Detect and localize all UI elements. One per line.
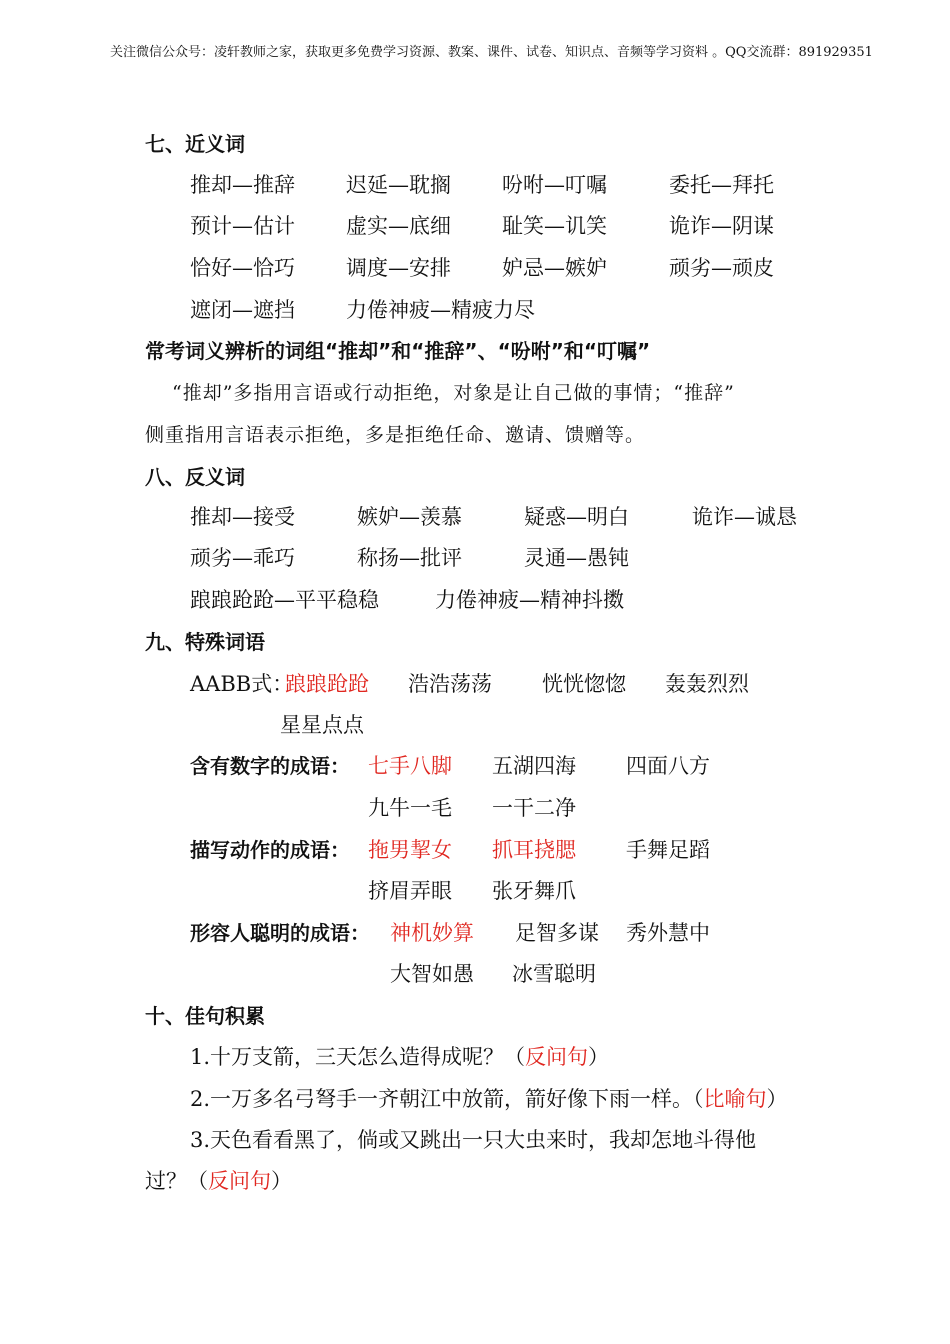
antonym-pair: 疑惑—明白	[524, 505, 629, 529]
aabb-item: 星星点点	[280, 713, 364, 737]
action-idioms-label: 描写动作的成语：	[190, 838, 350, 862]
antonym-pair: 力倦神疲—精神抖擞	[435, 588, 624, 612]
aabb-item: 浩浩荡荡	[408, 672, 492, 696]
paren-close: ）	[766, 1087, 788, 1111]
discrimination-title: 常考词义辨析的词组“推却”和“推辞”、“吩咐”和“叮嘱”	[145, 339, 651, 363]
paren-open: （	[693, 1087, 704, 1111]
page-header: 关注微信公众号：凌轩教师之家，获取更多免费学习资源、教案、课件、试卷、知识点、音频等学习资料 。QQ交流群：891929351	[110, 45, 873, 60]
sentence-2	[190, 1083, 788, 1113]
discrimination-text: 侧重指用言语表示拒绝，多是拒绝任命、邀请、馈赠等。	[145, 424, 646, 446]
sentence-1	[190, 1041, 609, 1071]
synonym-pair: 力倦神疲—精疲力尽	[346, 298, 535, 322]
antonym-pair: 称扬—批评	[357, 546, 462, 570]
paren-close: ）	[588, 1045, 610, 1069]
aabb-label: AABB式：	[190, 672, 294, 696]
antonym-pair: 顽劣—乖巧	[190, 546, 295, 570]
synonym-pair: 预计—估计	[190, 214, 295, 238]
synonym-pair: 推却—推辞	[190, 173, 295, 197]
smart-idiom: 秀外慧中	[626, 921, 710, 945]
antonym-pair: 踉踉跄跄—平平稳稳	[190, 588, 379, 612]
smart-idiom: 足智多谋	[515, 921, 599, 945]
antonym-pair: 推却—接受	[190, 505, 295, 529]
synonym-pair: 恰好—恰巧	[190, 256, 295, 280]
synonym-pair: 吩咐—叮嘱	[502, 173, 607, 197]
sentence-text: 2.一万多名弓弩手一齐朝江中放箭，箭好像下雨一样。	[190, 1087, 694, 1111]
antonym-pair: 诡诈—诚恳	[692, 505, 797, 529]
sentence-type-tag: 反问句	[208, 1169, 271, 1193]
synonym-pair: 调度—安排	[346, 256, 451, 280]
smart-idiom: 大智如愚	[390, 962, 474, 986]
number-idioms-label: 含有数字的成语：	[190, 754, 350, 778]
section-8-title: 八、反义词	[145, 465, 245, 489]
sentence-3-cont	[145, 1165, 292, 1195]
antonym-pair: 嫉妒—羡慕	[357, 505, 462, 529]
action-idioms-highlight: 拖男挈女	[368, 838, 452, 862]
number-idiom: 九牛一毛	[368, 796, 452, 820]
smart-idioms-highlight: 神机妙算	[390, 921, 474, 945]
number-idiom: 五湖四海	[492, 754, 576, 778]
number-idioms-highlight: 七手八脚	[368, 754, 452, 778]
sentence-type-tag: 反问句	[525, 1045, 589, 1069]
sentence-text: 1.十万支箭，三天怎么造得成呢？	[190, 1045, 505, 1069]
aabb-item: 恍恍惚惚	[542, 672, 626, 696]
action-idioms-highlight: 抓耳挠腮	[492, 838, 576, 862]
aabb-item: 轰轰烈烈	[665, 672, 749, 696]
synonym-pair: 诡诈—阴谋	[669, 214, 774, 238]
action-idiom: 张牙舞爪	[492, 879, 576, 903]
aabb-highlight: 踉踉跄跄	[285, 672, 369, 696]
number-idiom: 一干二净	[492, 796, 576, 820]
smart-idiom: 冰雪聪明	[512, 962, 596, 986]
synonym-pair: 遮闭—遮挡	[190, 298, 295, 322]
number-idiom: 四面八方	[626, 754, 710, 778]
paren-close: ）	[271, 1169, 292, 1193]
synonym-pair: 顽劣—顽皮	[669, 256, 774, 280]
sentence-type-tag: 比喻句	[703, 1087, 767, 1111]
section-9-title: 九、特殊词语	[145, 630, 265, 654]
discrimination-text: “推却”多指用言语或行动拒绝，对象是让自己做的事情；“推辞”	[172, 382, 735, 404]
section-7-title: 七、近义词	[145, 132, 245, 156]
synonym-pair: 虚实—底细	[346, 214, 451, 238]
sentence-text: 过？	[145, 1169, 187, 1193]
synonym-pair: 委托—拜托	[669, 173, 774, 197]
synonym-pair: 迟延—耽搁	[346, 173, 451, 197]
synonym-pair: 妒忌—嫉妒	[502, 256, 607, 280]
action-idiom: 手舞足蹈	[626, 838, 710, 862]
action-idiom: 挤眉弄眼	[368, 879, 452, 903]
paren-open: （	[504, 1045, 526, 1069]
smart-idioms-label: 形容人聪明的成语：	[190, 921, 370, 945]
section-10-title: 十、佳句积累	[145, 1004, 265, 1028]
antonym-pair: 灵通—愚钝	[524, 546, 629, 570]
synonym-pair: 耻笑—讥笑	[502, 214, 607, 238]
paren-open: （	[187, 1169, 208, 1193]
sentence-3: 3.天色看看黑了，倘或又跳出一只大虫来时，我却怎地斗得他	[190, 1128, 757, 1152]
